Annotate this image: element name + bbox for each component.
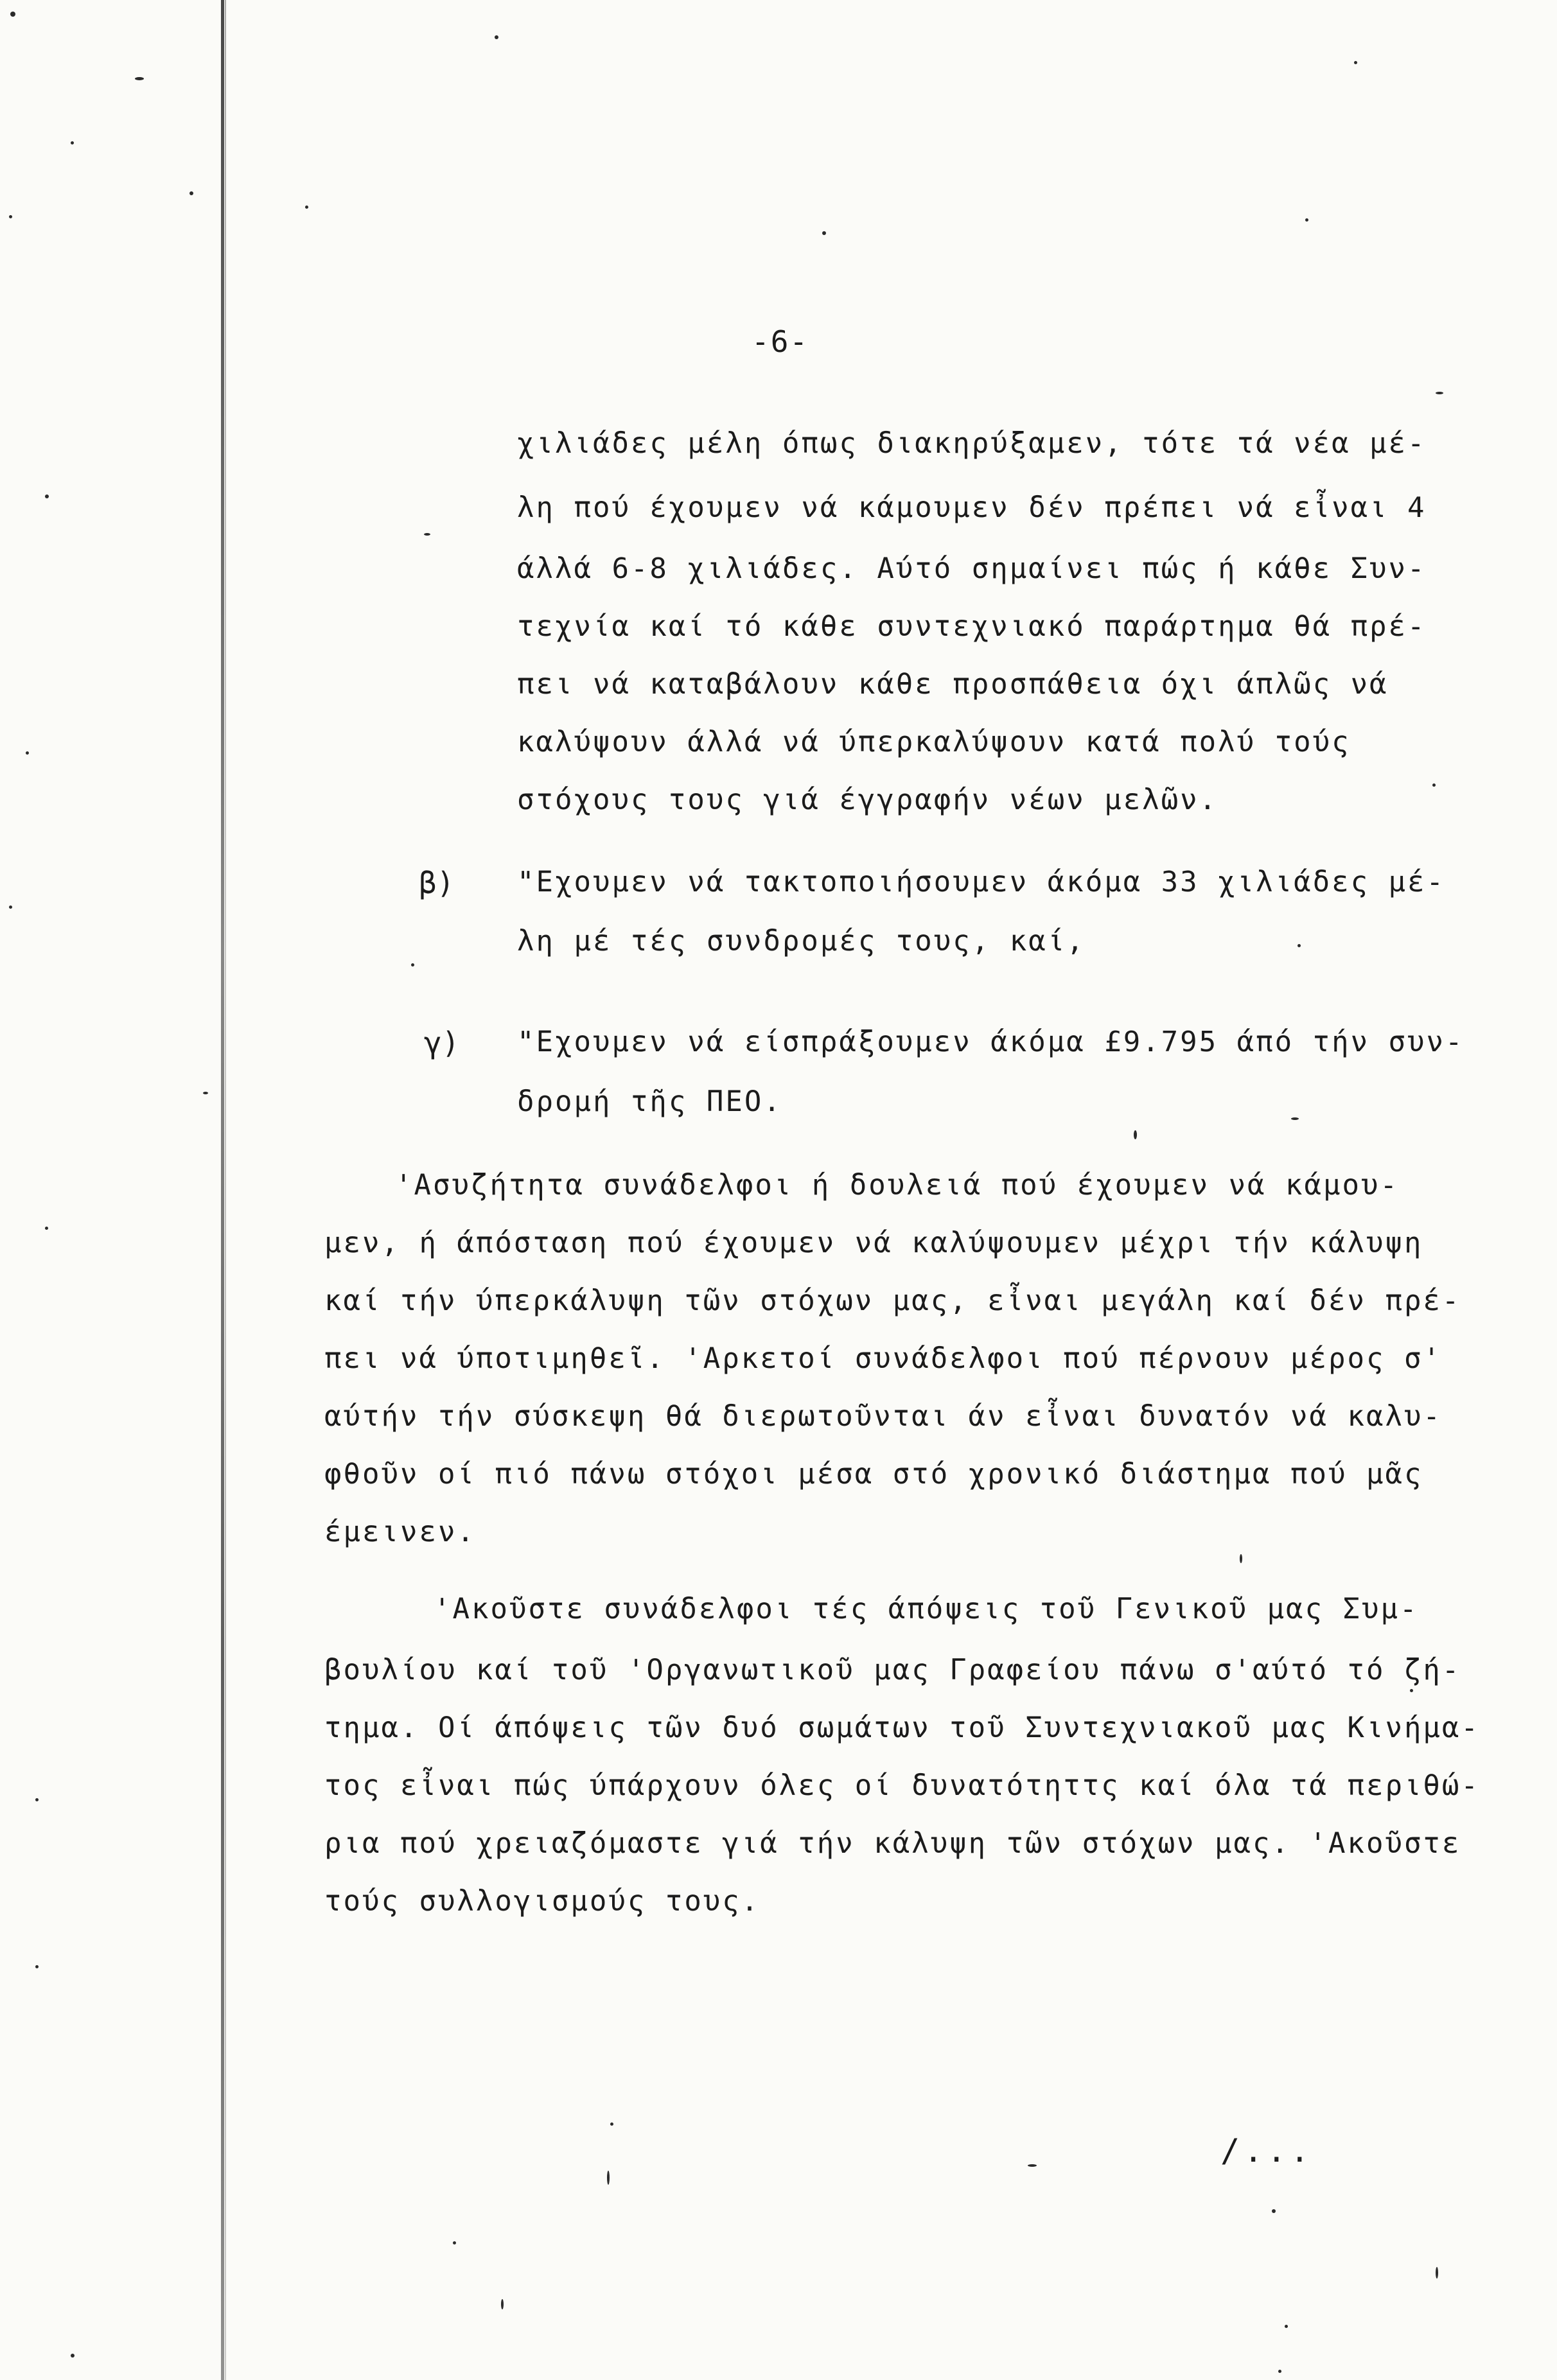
scan-speck: [1298, 944, 1301, 947]
continuation-mark: /...: [1220, 2132, 1314, 2169]
scan-speck: [1354, 61, 1357, 64]
scan-speck: [35, 1965, 39, 1968]
scan-speck: [26, 751, 29, 755]
scan-speck: [424, 533, 430, 536]
paragraph-1-line: λη πού έχουμεν νά κάμουμεν δέν πρέπει νά εἶναι 4: [517, 491, 1427, 524]
left-margin-rule-shadow: [225, 0, 226, 2380]
paragraph-2-line: φθοῦν οί πιό πάνω στόχοι μέσα στό χρονικό διάστημα πού μᾶς: [324, 1458, 1423, 1491]
scan-speck: [607, 2171, 610, 2185]
scan-speck: [1134, 1130, 1137, 1139]
paragraph-3-line: βουλίου καί τοῦ 'Οργανωτικοῦ μας Γραφείου πάνω σ'αύτό τό ζή-: [324, 1654, 1461, 1686]
paragraph-3-line: ρια πού χρειαζόμαστε γιά τήν κάλυψη τῶν στόχων μας. 'Ακοῦστε: [324, 1827, 1461, 1860]
scan-speck: [1028, 2164, 1037, 2167]
scan-speck: [1291, 1117, 1299, 1120]
left-margin-rule: [221, 0, 224, 2380]
paragraph-3-line: 'Ακοῦστε συνάδελφοι τές άπόψεις τοῦ Γενικοῦ μας Συμ-: [434, 1593, 1419, 1625]
page-number: -6-: [752, 324, 809, 359]
scan-speck: [1278, 2370, 1281, 2373]
paragraph-2-line: πει νά ύποτιμηθεῖ. 'Αρκετοί συνάδελφοι πού πέρνουν μέρος σ': [324, 1342, 1442, 1375]
paragraph-2-line: αύτήν τήν σύσκεψη θά διερωτοῦνται άν εἶναι δυνατόν νά καλυ-: [324, 1400, 1442, 1433]
scan-speck: [1240, 1554, 1242, 1563]
paragraph-2-line: έμεινεν.: [324, 1516, 476, 1548]
scan-speck: [453, 2241, 456, 2244]
paragraph-2-line: 'Ασυζήτητα συνάδελφοι ή δουλειά πού έχουμεν νά κάμου-: [395, 1169, 1399, 1202]
paragraph-1-line: πει νά καταβάλουν κάθε προσπάθεια όχι άπλῶς νά: [517, 668, 1389, 701]
scan-speck: [822, 231, 826, 235]
scan-speck: [1436, 2267, 1438, 2279]
paragraph-2-line: καί τήν ύπερκάλυψη τῶν στόχων μας, εἶναι μεγάλη καί δέν πρέ-: [324, 1284, 1461, 1317]
scan-speck: [1285, 2325, 1288, 2328]
scan-speck: [45, 1227, 48, 1230]
scan-speck: [71, 141, 74, 144]
paragraph-3-line: τούς συλλογισμούς τους.: [324, 1885, 761, 1918]
paragraph-1-line: άλλά 6-8 χιλιάδες. Αύτό σημαίνει πώς ή κάθε Συν-: [517, 552, 1427, 585]
scan-speck: [35, 1798, 39, 1801]
item-c-line: "Εχουμεν νά είσπράξουμεν άκόμα £9.795 άπό τήν συν-: [517, 1026, 1465, 1058]
item-c-line: δρομή τῆς ΠΕΟ.: [517, 1085, 782, 1118]
scan-speck: [1432, 783, 1436, 787]
list-marker-c: γ): [424, 1026, 460, 1060]
paragraph-1-line: τεχνία καί τό κάθε συντεχνιακό παράρτημα θά πρέ-: [517, 610, 1427, 643]
scan-speck: [501, 2299, 504, 2309]
item-b-line: "Εχουμεν νά τακτοποιήσουμεν άκόμα 33 χιλιάδες μέ-: [517, 866, 1446, 898]
item-b-line: λη μέ τές συνδρομές τους, καί,: [517, 925, 1086, 958]
scan-speck: [9, 215, 12, 218]
scan-speck: [135, 77, 144, 80]
scan-speck: [1272, 2209, 1276, 2213]
scan-speck: [610, 2122, 613, 2126]
paragraph-3-line: τημα. Οί άπόψεις τῶν δυό σωμάτων τοῦ Συντεχνιακοῦ μας Κινήμα-: [324, 1711, 1480, 1744]
scan-speck: [411, 963, 414, 967]
scan-speck: [305, 206, 308, 209]
scan-speck: [189, 191, 193, 195]
scan-speck: [1436, 392, 1443, 394]
paragraph-1-line: στόχους τους γιά έγγραφήν νέων μελῶν.: [517, 783, 1218, 816]
scan-speck: [71, 2354, 75, 2358]
scan-speck: [45, 494, 49, 498]
scan-speck: [10, 12, 15, 17]
paragraph-1-line: χιλιάδες μέλη όπως διακηρύξαμεν, τότε τά νέα μέ-: [517, 427, 1427, 460]
paragraph-2-line: μεν, ή άπόσταση πού έχουμεν νά καλύψουμεν μέχρι τήν κάλυψη: [324, 1227, 1423, 1259]
paragraph-3-line: τος εἶναι πώς ύπάρχουν όλες οί δυνατότηττς καί όλα τά περιθώ-: [324, 1769, 1480, 1802]
scan-speck: [495, 35, 498, 39]
paragraph-1-line: καλύψουν άλλά νά ύπερκαλύψουν κατά πολύ τούς: [517, 726, 1351, 758]
scan-speck: [203, 1092, 208, 1094]
scan-speck: [9, 906, 12, 909]
list-marker-b: β): [419, 866, 455, 900]
scan-speck: [1410, 1689, 1413, 1692]
scan-speck: [1305, 218, 1308, 222]
